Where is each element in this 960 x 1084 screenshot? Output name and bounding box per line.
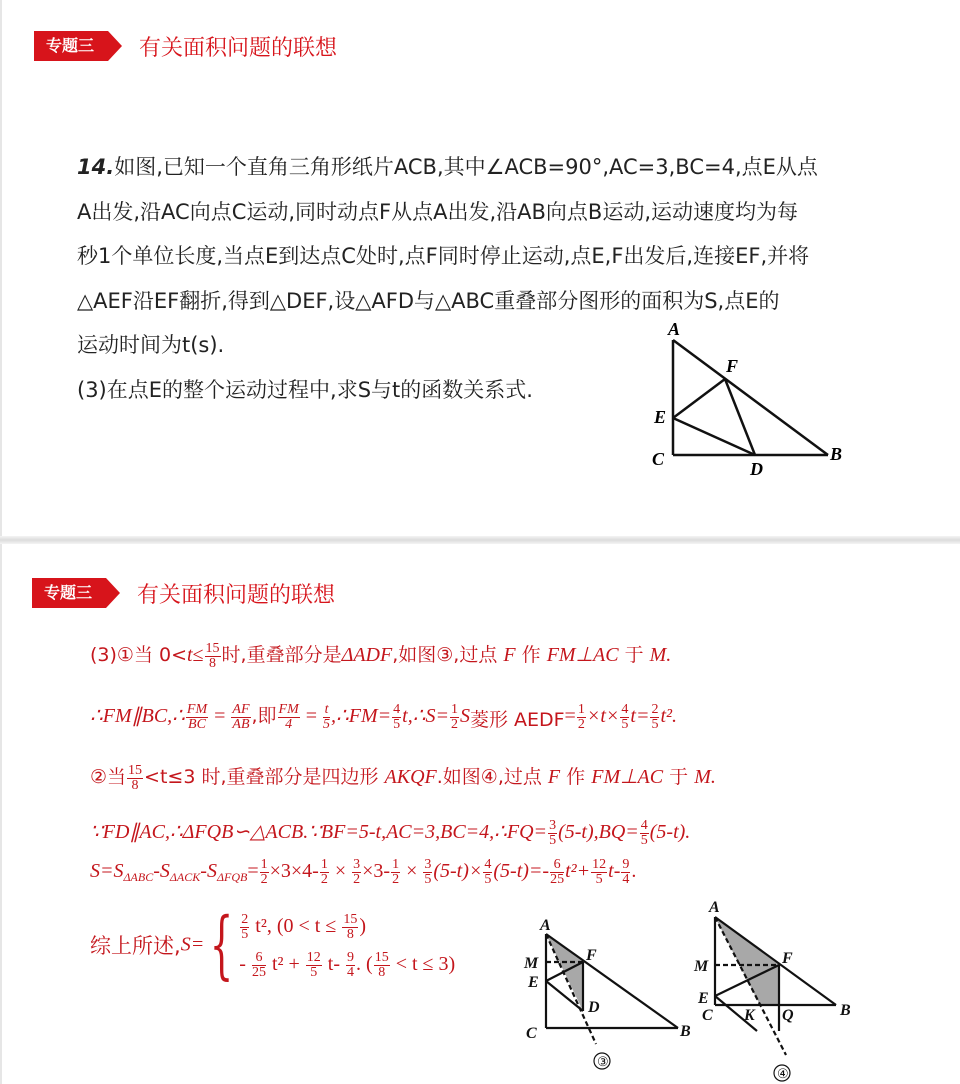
text: = bbox=[209, 705, 231, 727]
text: ,∴FM= bbox=[331, 705, 392, 727]
denominator: 5 bbox=[484, 872, 492, 887]
case-2 bbox=[239, 945, 455, 983]
quad-name: AKQF bbox=[384, 766, 437, 788]
text: t= bbox=[630, 705, 650, 727]
fraction bbox=[323, 703, 330, 732]
piecewise-cases bbox=[239, 907, 455, 983]
fraction bbox=[342, 913, 358, 942]
denominator: 5 bbox=[640, 833, 648, 848]
text: ×t× bbox=[586, 705, 620, 727]
text: ,即 bbox=[251, 705, 277, 727]
point-f: F bbox=[503, 644, 516, 666]
slide-problem bbox=[0, 0, 960, 536]
denominator: 8 bbox=[378, 964, 386, 980]
fraction bbox=[450, 703, 459, 732]
text: t,∴S= bbox=[402, 705, 449, 727]
denominator: 5 bbox=[595, 872, 603, 887]
fraction bbox=[550, 858, 564, 887]
summary-label: 综上所述, bbox=[90, 934, 181, 958]
solution-line-3 bbox=[90, 762, 716, 793]
denominator: 25 bbox=[550, 872, 565, 887]
segment-ab bbox=[546, 934, 678, 1028]
text: 作 bbox=[560, 766, 592, 788]
label-f: F bbox=[586, 947, 597, 964]
var-t: t bbox=[187, 644, 193, 666]
denominator: 8 bbox=[131, 777, 139, 793]
numerator: 1 bbox=[392, 857, 400, 872]
fraction bbox=[423, 858, 432, 887]
label-c: C bbox=[702, 1007, 713, 1024]
denominator: 4 bbox=[285, 716, 293, 732]
numerator: 15 bbox=[205, 640, 220, 656]
fraction bbox=[346, 951, 355, 980]
numerator: 4 bbox=[393, 701, 401, 717]
label-e: E bbox=[528, 974, 539, 991]
numerator: 3 bbox=[353, 857, 361, 872]
label-c: C bbox=[652, 449, 665, 469]
label-a: A bbox=[540, 917, 551, 934]
solution-line-2 bbox=[90, 701, 677, 732]
s-equals: S= bbox=[180, 933, 205, 956]
numerator: 12 bbox=[592, 857, 607, 872]
denominator: AB bbox=[232, 716, 250, 732]
le: ≤ bbox=[192, 644, 204, 666]
numerator: 6 bbox=[550, 858, 564, 873]
text: t² + bbox=[266, 953, 305, 975]
text: -S bbox=[200, 860, 217, 883]
numerator: FM bbox=[186, 701, 208, 717]
text: 时,重叠部分是 bbox=[221, 644, 342, 666]
fraction bbox=[392, 703, 401, 732]
denominator: 2 bbox=[577, 716, 585, 732]
label-b: B bbox=[830, 444, 843, 464]
figure-3 bbox=[512, 910, 702, 1084]
label-e: E bbox=[654, 407, 667, 427]
numerator: 9 bbox=[347, 949, 355, 965]
denominator: 5 bbox=[549, 833, 557, 848]
label-q: Q bbox=[782, 1007, 794, 1024]
fraction bbox=[591, 858, 607, 887]
denominator: 5 bbox=[310, 964, 318, 980]
topic-title: 有关面积问题的联想 bbox=[139, 36, 338, 61]
case-1 bbox=[239, 907, 455, 945]
problem-line-5: 运动时间为t(s). bbox=[77, 333, 225, 357]
segment-ef bbox=[673, 379, 725, 418]
text: 于 bbox=[618, 644, 650, 666]
text: 于 bbox=[663, 766, 695, 788]
text: (5-t)× bbox=[433, 860, 483, 883]
numerator: FM bbox=[278, 701, 299, 717]
denominator: 2 bbox=[392, 872, 400, 887]
text: (5-t),BQ= bbox=[558, 821, 639, 844]
numerator: 9 bbox=[622, 857, 630, 872]
problem-line-text: 如图,已知一个直角三角形纸片ACB,其中∠ACB=90°,AC=3,BC=4,点E从点 bbox=[114, 155, 818, 179]
text: . ( bbox=[356, 953, 373, 975]
perp-expr: FM⊥AC bbox=[546, 644, 619, 666]
numerator: 3 bbox=[424, 857, 432, 872]
fraction bbox=[650, 703, 659, 732]
denominator: 8 bbox=[346, 926, 354, 942]
denominator: 5 bbox=[424, 872, 432, 887]
text: ,如图③,过点 bbox=[392, 644, 504, 666]
numerator: 1 bbox=[450, 701, 458, 717]
text: t². bbox=[660, 705, 678, 727]
fraction bbox=[240, 913, 249, 942]
problem-line-1 bbox=[77, 145, 917, 190]
denominator: 8 bbox=[209, 655, 217, 671]
text: t², (0 < t ≤ bbox=[250, 915, 342, 937]
denominator: 25 bbox=[251, 964, 266, 980]
denominator: 4 bbox=[622, 872, 630, 887]
denominator: 5 bbox=[323, 716, 331, 732]
fraction bbox=[577, 703, 586, 732]
segment-ab bbox=[673, 340, 828, 455]
fraction bbox=[127, 764, 143, 793]
numerator: 15 bbox=[128, 762, 143, 778]
solution-line-4 bbox=[90, 819, 690, 848]
text: S=S bbox=[90, 860, 124, 883]
denominator: 2 bbox=[260, 872, 268, 887]
text: (3)①当 0< bbox=[90, 644, 187, 666]
denominator: 2 bbox=[320, 872, 328, 887]
text: = bbox=[300, 705, 323, 727]
slide-divider bbox=[0, 536, 960, 544]
text: S bbox=[459, 705, 470, 727]
numerator: 1 bbox=[577, 701, 585, 717]
text: t- bbox=[608, 860, 621, 883]
fraction bbox=[252, 951, 266, 980]
slide-solution bbox=[0, 544, 960, 1084]
label-k: K bbox=[744, 1007, 755, 1024]
topic-tag: 专题三 bbox=[34, 31, 108, 61]
numerator: 15 bbox=[374, 949, 389, 965]
fraction bbox=[391, 858, 400, 887]
denominator: BC bbox=[188, 716, 206, 732]
point-f: F bbox=[547, 766, 561, 788]
brace: { bbox=[209, 902, 234, 988]
fraction bbox=[620, 703, 629, 732]
text: ∴FM∥BC,∴ bbox=[90, 705, 185, 727]
figure-4 bbox=[682, 895, 872, 1084]
numerator: 6 bbox=[252, 951, 266, 966]
fraction bbox=[186, 703, 208, 732]
label-b: B bbox=[680, 1023, 691, 1040]
fraction bbox=[231, 703, 250, 732]
fraction bbox=[260, 858, 269, 887]
fraction bbox=[205, 642, 221, 671]
numerator: 4 bbox=[484, 857, 492, 872]
subscript: ΔFQB bbox=[216, 870, 248, 885]
fraction bbox=[640, 819, 649, 848]
denominator: 5 bbox=[241, 926, 249, 942]
label-m: M bbox=[524, 955, 539, 972]
fraction bbox=[548, 819, 557, 848]
label-e: E bbox=[698, 990, 709, 1007]
solution-line-5 bbox=[90, 858, 636, 887]
problem-line-3: 秒1个单位长度,当点E到达点C处时,点F同时停止运动,点E,F出发后,连接EF,并将 bbox=[77, 244, 810, 268]
text: - bbox=[239, 953, 251, 975]
text: = bbox=[564, 705, 576, 727]
triangle-figure bbox=[642, 315, 862, 485]
numerator: 1 bbox=[320, 857, 328, 872]
point-m: M. bbox=[694, 766, 716, 788]
text: ×3×4- bbox=[269, 860, 319, 883]
text: t²+ bbox=[565, 860, 591, 883]
denominator: 5 bbox=[393, 716, 401, 732]
label-d: D bbox=[750, 459, 763, 479]
numerator: 1 bbox=[260, 857, 268, 872]
text: × bbox=[401, 860, 423, 883]
denominator: 5 bbox=[621, 716, 629, 732]
topic-title: 有关面积问题的联想 bbox=[137, 583, 336, 608]
topic-tag: 专题三 bbox=[32, 578, 106, 608]
numerator: 2 bbox=[651, 701, 659, 717]
fraction bbox=[352, 858, 361, 887]
label-f: F bbox=[782, 950, 793, 967]
fraction bbox=[278, 703, 300, 732]
label-c: C bbox=[526, 1025, 537, 1042]
fraction bbox=[621, 858, 630, 887]
text: t- bbox=[322, 953, 346, 975]
label-f: F bbox=[726, 356, 739, 376]
label-a: A bbox=[709, 899, 720, 916]
text: -S bbox=[153, 860, 170, 883]
text: × bbox=[329, 860, 352, 883]
problem-question: (3)在点E的整个运动过程中,求S与t的函数关系式. bbox=[77, 377, 533, 402]
text: ②当 bbox=[90, 766, 127, 788]
subscript: ΔACK bbox=[169, 870, 201, 885]
label-a: A bbox=[668, 319, 681, 339]
numerator: 4 bbox=[621, 701, 629, 717]
figure-3-caption: ③ bbox=[597, 1054, 609, 1069]
text: < t ≤ 3) bbox=[390, 953, 456, 975]
subscript: 菱形 AEDF bbox=[469, 709, 565, 731]
text: .如图④,过点 bbox=[436, 766, 548, 788]
text: (5-t). bbox=[649, 821, 691, 844]
text: ∵FD∥AC,∴ΔFQB∽△ACB.∵BF=5-t,AC=3,BC=4,∴FQ= bbox=[90, 821, 548, 844]
fraction bbox=[374, 951, 390, 980]
denominator: 2 bbox=[353, 872, 361, 887]
text: <t≤3 时,重叠部分是四边形 bbox=[144, 766, 385, 788]
perp-expr: FM⊥AC bbox=[591, 766, 664, 788]
triangle-name: ΔADF bbox=[341, 644, 393, 666]
label-b: B bbox=[840, 1002, 851, 1019]
problem-line-2: A出发,沿AC向点C运动,同时动点F从点A出发,沿AB向点B运动,运动速度均为每 bbox=[77, 199, 799, 224]
text: (5-t)=- bbox=[493, 860, 550, 883]
numerator: 3 bbox=[549, 818, 557, 833]
numerator: 15 bbox=[343, 911, 358, 927]
text: 作 bbox=[515, 644, 547, 666]
problem-line-4: △AEF沿EF翻折,得到△DEF,设△AFD与△ABC重叠部分图形的面积为S,点E的 bbox=[77, 288, 780, 313]
numerator: t bbox=[324, 701, 329, 717]
text: = bbox=[247, 860, 259, 883]
figure-4-caption: ④ bbox=[777, 1066, 789, 1081]
numerator: AF bbox=[232, 701, 250, 717]
point-m: M. bbox=[649, 644, 672, 666]
numerator: 2 bbox=[241, 911, 249, 927]
text: ×3- bbox=[362, 860, 391, 883]
text: ) bbox=[359, 915, 366, 937]
fraction bbox=[306, 951, 322, 980]
numerator: 12 bbox=[306, 949, 321, 965]
label-m: M bbox=[694, 958, 709, 975]
subscript: ΔABC bbox=[123, 870, 154, 885]
label-d: D bbox=[588, 999, 600, 1016]
denominator: 5 bbox=[651, 716, 659, 732]
numerator: 4 bbox=[640, 818, 648, 833]
fraction bbox=[483, 858, 492, 887]
solution-summary bbox=[90, 902, 456, 988]
problem-number: 14. bbox=[77, 155, 115, 179]
text: . bbox=[631, 860, 637, 883]
denominator: 2 bbox=[450, 716, 458, 732]
solution-line-1 bbox=[90, 640, 671, 671]
denominator: 4 bbox=[347, 964, 355, 980]
fraction bbox=[320, 858, 329, 887]
